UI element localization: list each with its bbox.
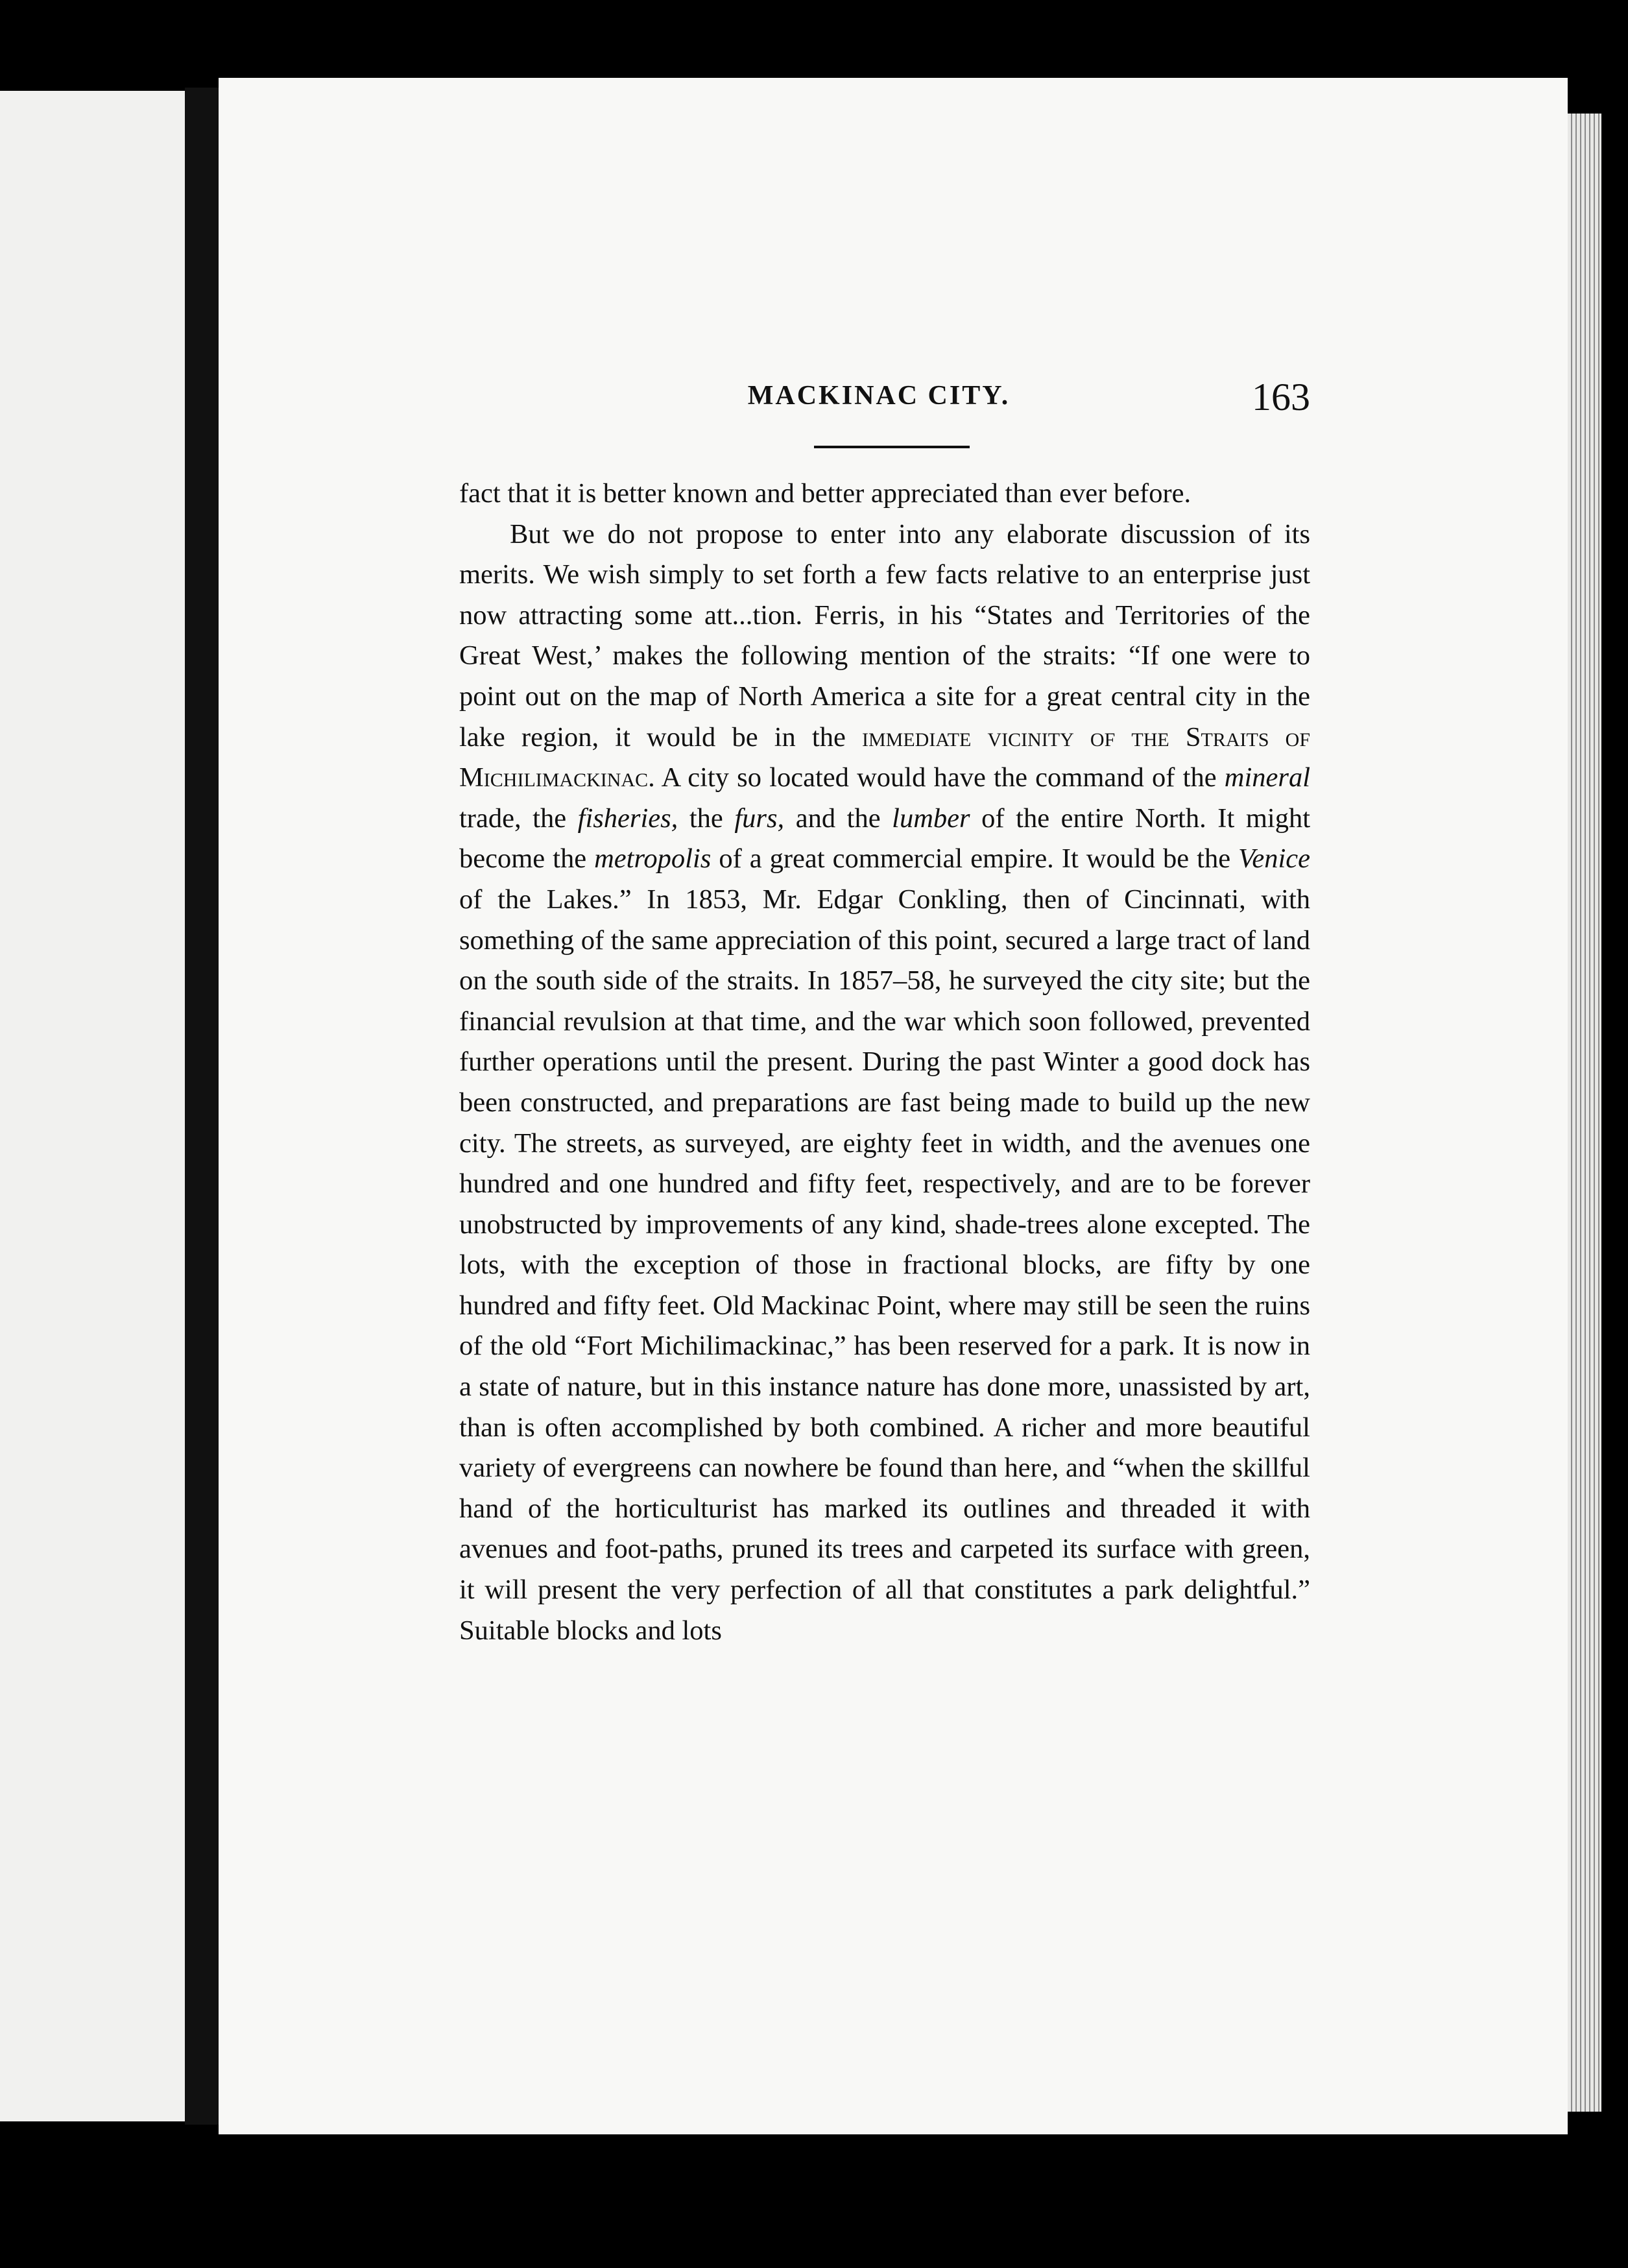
text-run: of the Lakes.” In 1853, Mr. Edgar Conkling, then of Cincinnati, with something of the same appreciation of this point, secured a large tract of land on the south side of the straits. In 1857–58, he surveyed the city site; but the financial revulsion at that time, and the war which soon followed, prevented further operations until the present. During the past Winter a good dock has been constructed, and preparations are fast being made to build up the new city. The streets, as surveyed, are eighty feet in width, and the avenues one hundred and one hundred and fifty feet, respectively, and are to be forever unobstructed by improvements of any kind, shade-trees alone excepted. The lots, with the exception of those in fractional blocks, are fifty by one hundred and fifty feet. Old Mackinac Point, where may still be seen the ruins of the old “Fort Michilimackinac,” has been reserved for a park. It is now in a state of nature, but in this instance nature has done more, unassisted by art, than is often accomplished by both combined. A richer and more beautiful variety of evergreens can nowhere be found than here, and “when the skillful hand of the horticulturist has marked its outlines and threaded it with avenues and foot-paths, pruned its trees and carpeted its surface with green, it will present the very perfection of all that constitutes a park delightful.” Suitable blocks and lots xyxy=(459,884,1310,1646)
italic-run: mineral xyxy=(1224,762,1311,793)
body-text xyxy=(459,474,1310,1651)
text-run: and the xyxy=(795,802,881,834)
running-title: MACKINAC CITY. xyxy=(747,381,1011,411)
text-run: But we do not propose to enter into any elaborate discussion of its merits. We wish simply to set forth a few facts relative to an enterprise just now attracting some att...tion. Ferris, in his “States and Territories of the Great West,’ makes the following mention of the straits: “If one were to point out on the map of North America a site for a great central city in the lake region, it would be in the xyxy=(459,518,1310,753)
running-head xyxy=(448,375,1310,420)
italic-run: lumber xyxy=(892,802,970,834)
text-run: the xyxy=(689,802,723,834)
page-number: 163 xyxy=(1252,376,1310,418)
paragraph-1: fact that it is better known and better appreciated than ever before. xyxy=(459,478,1191,509)
small-caps-run: immediate vicinity of the Straits of Michilimackinac. xyxy=(459,721,1311,793)
header-rule xyxy=(814,446,970,448)
italic-run: metropolis xyxy=(594,843,712,875)
italic-run: fisheries, xyxy=(577,802,678,834)
binding-shadow xyxy=(185,88,219,2125)
text-run: of the entire North. It might become the xyxy=(459,802,1311,875)
text-run: A city so located would have the command of the xyxy=(661,762,1217,793)
text-run: trade, the xyxy=(459,802,567,834)
italic-run: furs, xyxy=(734,802,785,834)
paragraph-2 xyxy=(459,514,1310,1652)
facing-page-edge xyxy=(0,91,185,2121)
page-edges xyxy=(1568,114,1601,2112)
text-run: of a great commercial empire. It would be the xyxy=(719,843,1231,875)
italic-run: Venice xyxy=(1238,843,1311,875)
